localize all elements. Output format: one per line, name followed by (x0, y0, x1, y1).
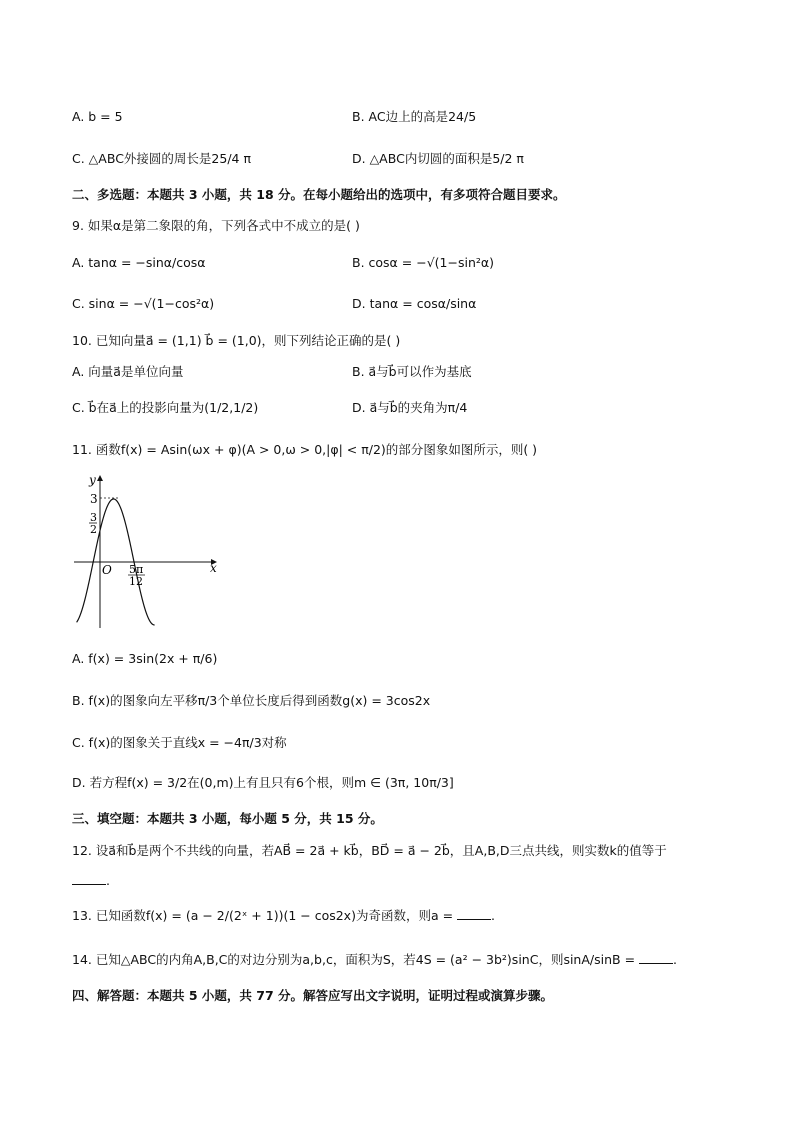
q13-line (72, 907, 495, 925)
q9-stem: 9. 如果α是第二象限的角，下列各式中不成立的是( ) (72, 218, 360, 233)
y-tick-3: 3 (90, 492, 98, 506)
q10-option-a: A. 向量a⃗是单位向量 (72, 364, 184, 379)
section-4-heading: 四、解答题：本题共 5 小题，共 77 分。解答应写出文字说明，证明过程或演算步骤。 (72, 988, 554, 1003)
q11-sine-graph (68, 470, 228, 630)
q10-stem: 10. 已知向量a⃗ = (1,1) b⃗ = (1,0)，则下列结论正确的是( ) (72, 333, 401, 348)
x-tick-5pi-den: 12 (129, 575, 143, 588)
q13-stem: 13. 已知函数f(x) = (a − 2/(2ˣ + 1))(1 − cos2x)为奇函数，则a = (72, 908, 458, 923)
q8-option-c: C. △ABC外接圆的周长是25/4 π (72, 151, 251, 166)
q12-stem: 12. 设a⃗和b⃗是两个不共线的向量，若AB⃗ = 2a⃗ + kb⃗，BD⃗ = a⃗ − 2b⃗，且A,B,D三点共线，则实数k的值等于 (72, 843, 667, 858)
q11-stem: 11. 函数f(x) = Asin(ωx + φ)(A > 0,ω > 0,|φ| < π/2)的部分图象如图所示，则( ) (72, 442, 538, 457)
section-2-heading: 二、多选题：本题共 3 小题，共 18 分。在每小题给出的选项中，有多项符合题目要求。 (72, 187, 566, 202)
q9-option-a: A. tanα = −sinα/cosα (72, 255, 206, 270)
origin-label: O (102, 563, 112, 577)
x-axis-label: x (210, 561, 217, 575)
q11-option-d: D. 若方程f(x) = 3/2在(0,m)上有且只有6个根，则m ∈ (3π, 10π/3] (72, 775, 454, 790)
q14-answer-blank[interactable] (639, 951, 673, 964)
y-tick-3-half-num: 3 (90, 511, 97, 524)
q8-option-a: A. b = 5 (72, 109, 123, 124)
section-3-heading: 三、填空题：本题共 3 小题，每小题 5 分，共 15 分。 (72, 811, 383, 826)
q14-line (72, 951, 677, 969)
q11-option-c: C. f(x)的图象关于直线x = −4π/3对称 (72, 735, 287, 750)
y-tick-3-half-den: 2 (90, 523, 97, 536)
q11-option-b: B. f(x)的图象向左平移π/3个单位长度后得到函数g(x) = 3cos2x (72, 693, 431, 708)
q14-stem: 14. 已知△ABC的内角A,B,C的对边分别为a,b,c，面积为S，若4S = (a² − 3b²)sinC，则sinA/sinB = (72, 952, 640, 967)
q13-tail: . (491, 908, 496, 923)
q11-option-a: A. f(x) = 3sin(2x + π/6) (72, 651, 218, 666)
y-axis-label: y (89, 473, 96, 487)
q9-option-c: C. sinα = −√(1−cos²α) (72, 296, 215, 311)
q10-option-b: B. a⃗与b⃗可以作为基底 (352, 364, 472, 379)
q12-answer-line (72, 872, 110, 890)
q8-option-b: B. AC边上的高是24/5 (352, 109, 477, 124)
q9-option-b: B. cosα = −√(1−sin²α) (352, 255, 494, 270)
q8-option-d: D. △ABC内切圆的面积是5/2 π (352, 151, 524, 166)
q12-answer-blank[interactable] (72, 872, 106, 885)
q13-answer-blank[interactable] (457, 907, 491, 920)
x-tick-5pi-num: 5π (129, 563, 144, 576)
q10-option-d: D. a⃗与b⃗的夹角为π/4 (352, 400, 468, 415)
q9-option-d: D. tanα = cosα/sinα (352, 296, 477, 311)
q12-tail: . (106, 873, 110, 888)
q14-tail: . (673, 952, 677, 967)
q10-option-c: C. b⃗在a⃗上的投影向量为(1/2,1/2) (72, 400, 259, 415)
